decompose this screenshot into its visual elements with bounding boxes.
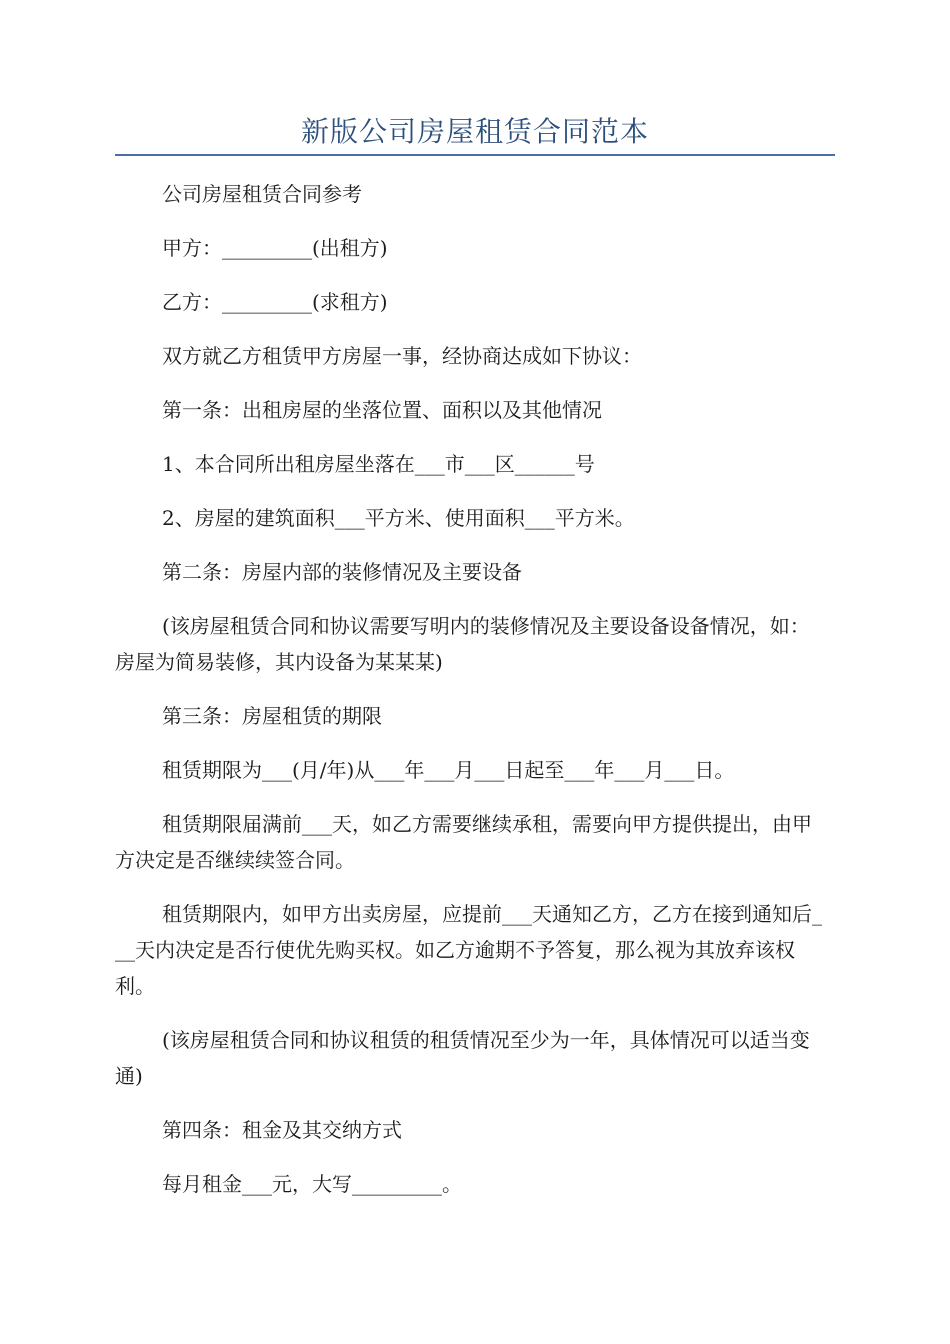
article-4-rent: 每月租金___元，大写_________。 [162,1172,462,1196]
article-3-note: (该房屋租赁合同和协议租赁的租赁情况至少为一年，具体情况可以适当变通) [115,1028,810,1088]
page-title: 新版公司房屋租赁合同范本 [300,115,649,148]
article-2-note: (该房屋租赁合同和协议需要写明内的装修情况及主要设备设备情况，如：房屋为简易装修，其内设备为某某某) [115,614,810,674]
paragraph-party-a: 甲方：_________(出租方) [162,236,388,260]
paragraph-party-b: 乙方：_________(求租方) [162,290,388,314]
document-body [115,176,827,1220]
paragraph-agreement: 双方就乙方租赁甲方房屋一事，经协商达成如下协议： [162,344,642,368]
article-3-heading: 第三条：房屋租赁的期限 [162,704,382,728]
article-1-item-2: 2、房屋的建筑面积___平方米、使用面积___平方米。 [162,506,635,530]
article-1-item-1: 1、本合同所出租房屋坐落在___市___区______号 [162,452,595,476]
title-underline [115,154,835,156]
article-1-heading: 第一条：出租房屋的坐落位置、面积以及其他情况 [162,398,602,422]
article-3-priority: 租赁期限内，如甲方出卖房屋，应提前___天通知乙方，乙方在接到通知后___天内决定是否行使优先购买权。如乙方逾期不予答复，那么视为其放弃该权利。 [115,902,822,998]
paragraph-intro: 公司房屋租赁合同参考 [162,182,362,206]
article-4-heading: 第四条：租金及其交纳方式 [162,1118,402,1142]
article-3-term: 租赁期限为___(月/年)从___年___月___日起至___年___月___日。 [162,758,735,782]
article-3-renewal: 租赁期限届满前___天，如乙方需要继续承租，需要向甲方提供提出，由甲方决定是否继续续签合同。 [115,812,812,872]
article-2-heading: 第二条：房屋内部的装修情况及主要设备 [162,560,522,584]
